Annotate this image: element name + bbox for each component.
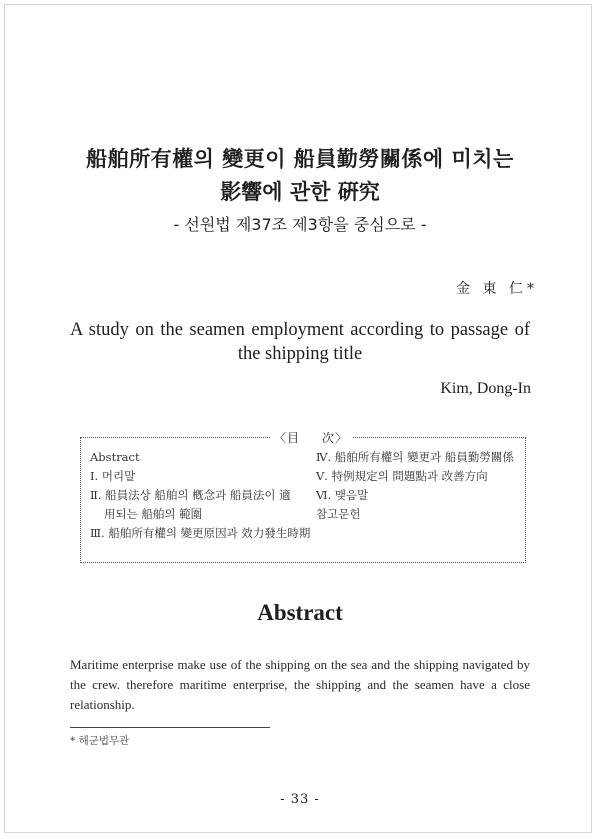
toc-item: Ⅱ. 船員法상 船舶의 槪念과 船員法이 適 [90, 488, 291, 502]
toc-item: Abstract [90, 450, 140, 464]
page-number: - 33 - [280, 792, 320, 807]
toc-item: 用되는 船舶의 範圍 [104, 507, 203, 521]
toc-item: Ⅴ. 特例規定의 問題點과 改善方向 [316, 469, 488, 483]
table-of-contents-header [270, 429, 352, 446]
toc-header-left: 〈目 [274, 431, 301, 445]
footnote-divider [70, 727, 270, 728]
paper-subtitle: - 선원법 제37조 제3항을 중심으로 - [173, 215, 427, 234]
toc-item: Ⅰ. 머리말 [90, 469, 136, 483]
paper-title-line-1: 船舶所有權의 變更이 船員勤勞關係에 미치는 [86, 146, 514, 171]
author-english: Kim, Dong-In [440, 380, 531, 397]
english-title: A study on the seamen employment according to passage of the shipping title [70, 320, 530, 364]
toc-item: Ⅳ. 船舶所有權의 變更과 船員勤勞關係 [316, 450, 514, 464]
toc-header-right: 次〉 [322, 431, 349, 445]
toc-item: 참고문헌 [316, 507, 361, 521]
toc-item: Ⅵ. 맺음말 [316, 488, 369, 502]
toc-item: Ⅲ. 船舶所有權의 變更原因과 效力發生時期 [90, 526, 311, 540]
toc-right-column [316, 448, 531, 524]
footnote: * 해군법무관 [70, 735, 130, 747]
toc-left-column [90, 448, 310, 543]
abstract-heading: Abstract [257, 600, 343, 625]
abstract-body: Maritime enterprise make use of the shipping on the sea and the shipping navigated by the crew. therefore maritime enterprise, the shipping and the seamen have a close relationship. [70, 657, 530, 712]
author-korean: 金 東 仁* [456, 281, 538, 297]
paper-title-line-2: 影響에 관한 硏究 [220, 179, 380, 204]
